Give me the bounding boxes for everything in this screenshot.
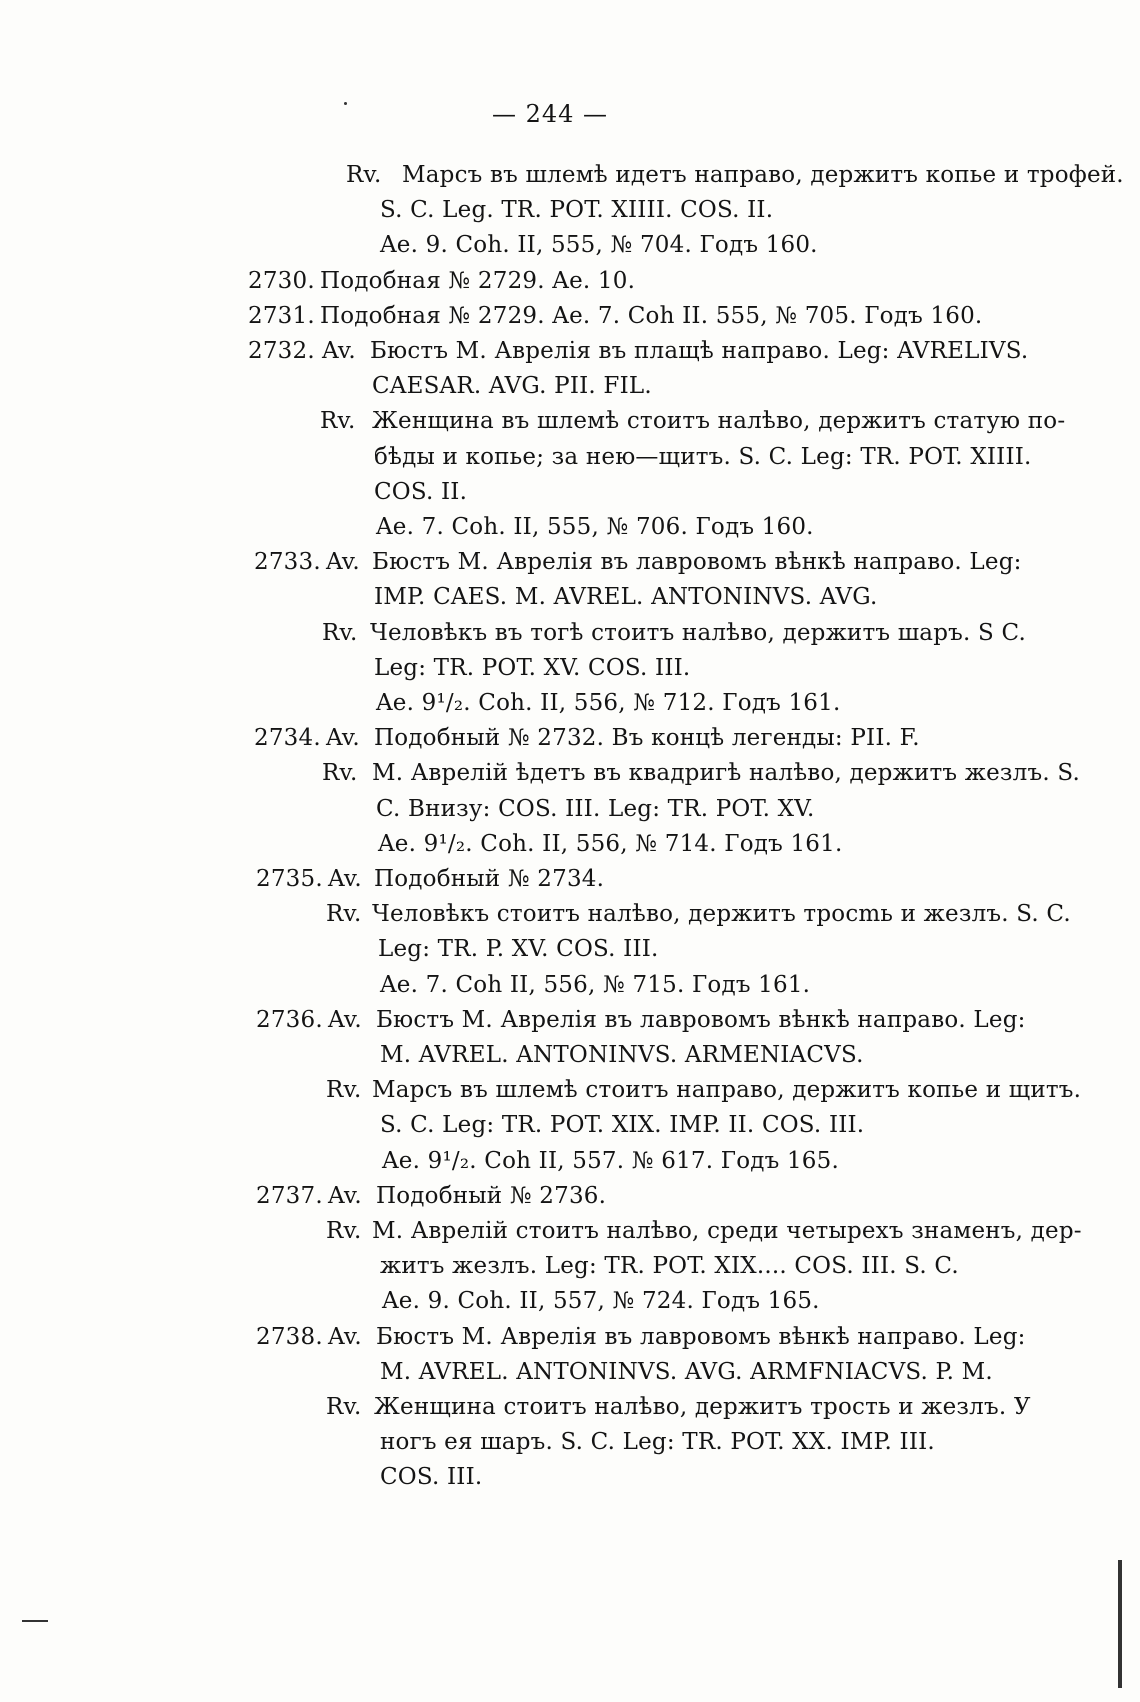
text-line: Ae. 9. Coh. II, 555, № 704. Годъ 160. — [380, 232, 818, 259]
text-line: Женщина стоитъ налѣво, держитъ трость и жезлъ. У — [374, 1393, 1031, 1420]
entry-2730 — [0, 264, 1140, 299]
entry-number: 2733. — [254, 549, 321, 576]
entry-2731 — [0, 299, 1140, 334]
text-line: Человѣкъ въ тогѣ стоитъ налѣво, держитъ шаръ. S C. — [370, 619, 1026, 646]
av-mark: Av. — [328, 865, 362, 892]
rv-mark: Rv. — [326, 1217, 362, 1244]
entry-number: 2738. — [256, 1323, 323, 1350]
entry-2735 — [0, 862, 1140, 1003]
page-number: — 244 — — [491, 100, 609, 128]
text-line: Leg: TR. P. XV. COS. III. — [378, 936, 659, 963]
text-line: Подобная № 2729. Ae. 10. — [320, 267, 636, 294]
text-line: Женщина въ шлемѣ стоитъ налѣво, держитъ статую по- — [372, 408, 1066, 435]
text-line: Ae. 9. Coh. II, 557, № 724. Годъ 165. — [382, 1288, 820, 1315]
entry-2732 — [0, 334, 1140, 545]
text-line: Подобный № 2734. — [374, 865, 605, 892]
text-line: М. Аврелій стоитъ налѣво, среди четырехъ знаменъ, дер- — [372, 1217, 1082, 1244]
scan-mark-left — [22, 1620, 48, 1622]
av-mark: Av. — [326, 549, 360, 576]
rv-mark: Rv. — [322, 760, 358, 787]
text-line: Марсъ въ шлемѣ стоитъ направо, держитъ копье и щитъ. — [372, 1077, 1082, 1104]
text-line: Бюстъ М. Аврелія въ лавровомъ вѣнкѣ направо. Leg: — [376, 1006, 1026, 1033]
entry-2737 — [0, 1179, 1140, 1320]
scan-dot — [344, 102, 347, 105]
text-line: CAESAR. AVG. PII. FIL. — [372, 373, 652, 400]
rv-mark: Rv. — [346, 162, 382, 188]
text-line: Ae. 9¹/₂. Coh II, 557. № 617. Годъ 165. — [382, 1147, 839, 1174]
rv-mark: Rv. — [326, 1393, 362, 1420]
text-line: Leg: TR. POT. XV. COS. III. — [374, 654, 691, 681]
av-mark: Av. — [322, 337, 356, 364]
entry-2736 — [0, 1003, 1140, 1179]
rv-mark: Rv. — [320, 408, 356, 435]
text-line: бѣды и копье; за нею—щитъ. S. C. Leg: TR. POT. XIIII. — [374, 443, 1032, 470]
text-line: Подобный № 2736. — [376, 1182, 607, 1209]
text-line: Бюстъ М. Аврелія въ лавровомъ вѣнкѣ направо. Leg: — [372, 549, 1022, 576]
text-line: S. C. Leg. TR. POT. XIIII. COS. II. — [380, 197, 774, 224]
text-line: М. Аврелій ѣдетъ въ квадригѣ налѣво, держитъ жезлъ. S. — [372, 760, 1080, 787]
text-line: S. C. Leg: TR. POT. XIX. IMP. II. COS. III. — [380, 1112, 865, 1139]
text-line: житъ жезлъ. Leg: TR. POT. XIX.... COS. III. S. C. — [380, 1253, 959, 1280]
text-line: Бюстъ М. Аврелія въ плащѣ направо. Leg: AVRELIVS. — [370, 337, 1029, 364]
text-line: Ae. 9¹/₂. Coh. II, 556, № 714. Годъ 161. — [378, 830, 843, 857]
entry-number: 2734. — [254, 725, 321, 752]
text-line: C. Внизу: COS. III. Leg: TR. POT. XV. — [376, 795, 815, 822]
entry-continuation — [0, 158, 1140, 264]
text-line: Марсъ въ шлемѣ идетъ направо, держитъ копье и трофей. — [402, 162, 1124, 188]
text-line: Ae. 7. Coh. II, 555, № 706. Годъ 160. — [376, 513, 814, 540]
scan-mark-right — [1118, 1560, 1122, 1688]
text-line: COS. III. — [380, 1464, 483, 1491]
text-line: M. AVREL. ANTONINVS. ARMENIACVS. — [380, 1041, 864, 1068]
av-mark: Av. — [328, 1323, 362, 1350]
text-line: Ae. 7. Coh II, 556, № 715. Годъ 161. — [380, 971, 811, 998]
entry-number: 2735. — [256, 865, 323, 892]
text-line: ногъ ея шаръ. S. C. Leg: TR. POT. XX. IMP. III. — [380, 1429, 935, 1456]
entry-number: 2736. — [256, 1006, 323, 1033]
rv-mark: Rv. — [326, 901, 362, 928]
text-line: Бюстъ М. Аврелія въ лавровомъ вѣнкѣ направо. Leg: — [376, 1323, 1026, 1350]
text-line: Подобная № 2729. Ae. 7. Coh II. 555, № 705. Годъ 160. — [320, 302, 983, 329]
entry-number: 2730. — [248, 267, 315, 294]
entry-2734 — [0, 721, 1140, 862]
av-mark: Av. — [326, 725, 360, 752]
text-line: M. AVREL. ANTONINVS. AVG. ARMFNIACVS. P. M. — [380, 1358, 993, 1385]
rv-mark: Rv. — [322, 619, 358, 646]
entry-number: 2732. — [248, 337, 315, 364]
text-line: COS. II. — [374, 478, 468, 505]
entry-2733 — [0, 545, 1140, 721]
text-line: IMP. CAES. M. AVREL. ANTONINVS. AVG. — [374, 584, 878, 611]
rv-mark: Rv. — [326, 1077, 362, 1104]
entry-number: 2731. — [248, 302, 315, 329]
text-line: Подобный № 2732. Въ концѣ легенды: PII. F. — [374, 725, 920, 752]
text-line: Ae. 9¹/₂. Coh. II, 556, № 712. Годъ 161. — [376, 689, 841, 716]
entry-number: 2737. — [256, 1182, 323, 1209]
av-mark: Av. — [328, 1182, 362, 1209]
av-mark: Av. — [328, 1006, 362, 1033]
entry-2738 — [0, 1320, 1140, 1496]
catalogue-text — [0, 158, 1140, 1496]
text-line: Человѣкъ стоитъ налѣво, держитъ тросmь и жезлъ. S. C. — [372, 901, 1071, 928]
